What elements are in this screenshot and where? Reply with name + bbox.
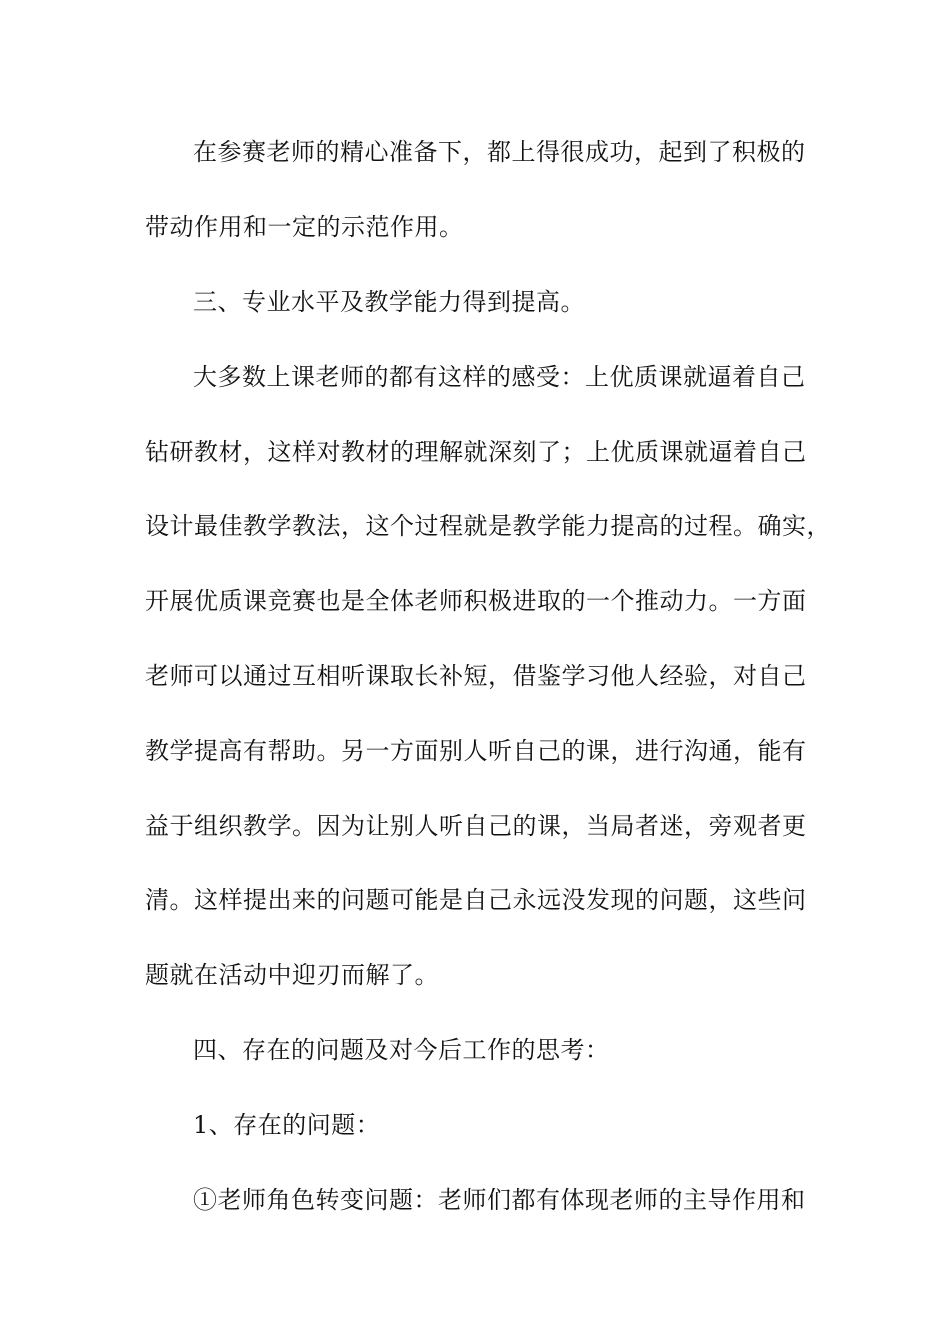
- paragraph-line: 题就在活动中迎刃而解了。: [145, 961, 439, 989]
- paragraph-line: 钻研教材，这样对教材的理解就深刻了；上优质课就逼着自己: [145, 438, 807, 466]
- paragraph-line: 带动作用和一定的示范作用。: [145, 213, 464, 241]
- subsection-heading: 1、存在的问题：: [193, 1111, 381, 1139]
- list-item-line: ①老师角色转变问题：老师们都有体现老师的主导作用和: [193, 1186, 806, 1214]
- paragraph-line: 老师可以通过互相听课取长补短，借鉴学习他人经验，对自己: [145, 662, 807, 690]
- section-heading: 三、专业水平及教学能力得到提高。: [193, 288, 585, 316]
- paragraph-line: 大多数上课老师的都有这样的感受：上优质课就逼着自己: [193, 363, 806, 391]
- paragraph-line: 益于组织教学。因为让别人听自己的课，当局者迷，旁观者更: [145, 812, 807, 840]
- section-heading: 四、存在的问题及对今后工作的思考：: [193, 1036, 610, 1064]
- paragraph-line: 教学提高有帮助。另一方面别人听自己的课，进行沟通，能有: [145, 737, 807, 765]
- paragraph-line: 在参赛老师的精心准备下，都上得很成功，起到了积极的: [193, 138, 806, 166]
- paragraph-line: 设计最佳教学教法，这个过程就是教学能力提高的过程。确实，: [145, 512, 831, 540]
- paragraph-line: 开展优质课竞赛也是全体老师积极进取的一个推动力。一方面: [145, 587, 807, 615]
- paragraph-line: 清。这样提出来的问题可能是自己永远没发现的问题，这些问: [145, 886, 807, 914]
